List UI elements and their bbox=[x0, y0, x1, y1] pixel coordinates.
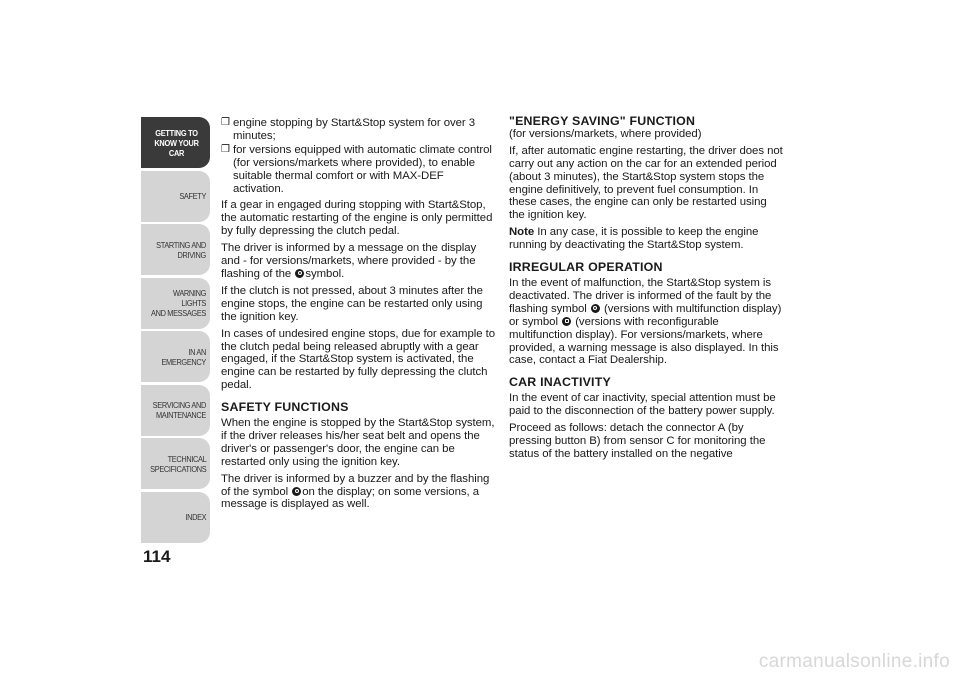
tab-starting-and-driving[interactable] bbox=[141, 224, 210, 275]
paragraph: When the engine is stopped by the Start&Stop system, if the driver releases his/her seat belt and opens the driver's or passenger's door, the engine can be restarted only using the ignition key. bbox=[221, 417, 495, 468]
tab-getting-to-know-your-car[interactable] bbox=[141, 117, 210, 168]
paragraph-text: In the event of malfunction, the Start&Stop system is deactivated. The driver is informed of the fault by the flashing symbol bbox=[509, 276, 772, 315]
note bbox=[509, 226, 785, 252]
paragraph: If, after automatic engine restarting, the driver does not carry out any action on the car for an extended period (about 3 minutes), the Start&Stop system stops the engine definitively, to prevent fuel consumption. In these cases, the engine can only be restarted using the ignition key. bbox=[509, 144, 783, 222]
start-stop-symbol-icon bbox=[591, 304, 600, 313]
paragraph: In the event of car inactivity, special attention must be paid to the disconnection of the battery power supply. bbox=[509, 392, 776, 418]
tab-index[interactable] bbox=[141, 492, 210, 543]
paragraph-text: The driver is informed by a buzzer and by the flashing of the symbol bbox=[221, 472, 490, 498]
note-label: Note bbox=[509, 226, 535, 239]
paragraph-text: symbol. bbox=[305, 267, 345, 280]
tab-label: IN AN EMERGENCY bbox=[161, 346, 206, 367]
paragraph-text: (versions with multifunction display) or symbol bbox=[509, 302, 782, 328]
paragraph-text: (versions with reconfigurable multifunction display). For versions/markets, where provided, a warning message is also displayed. In this case, contact a Fiat Dealership. bbox=[509, 315, 779, 367]
tab-label: WARNING LIGHTS AND MESSAGES bbox=[150, 288, 206, 318]
section-heading: IRREGULAR OPERATION bbox=[509, 260, 663, 275]
section-heading: SAFETY FUNCTIONS bbox=[221, 400, 349, 415]
tab-label: STARTING AND DRIVING bbox=[156, 239, 206, 260]
tab-label: SERVICING AND MAINTENANCE bbox=[152, 400, 206, 420]
paragraph bbox=[221, 473, 497, 512]
list-item-text: engine stopping by Start&Stop system for over 3 minutes; bbox=[233, 117, 476, 142]
tab-safety[interactable] bbox=[141, 171, 210, 222]
tab-technical-specifications[interactable] bbox=[141, 438, 210, 489]
list-item-text: for versions equipped with automatic climate control (for versions/markets where provided), to enable suitable thermal comfort or with MAX-DEF activation. bbox=[233, 143, 492, 195]
paragraph: Proceed as follows: detach the connector A (by pressing button B) from sensor C for monitoring the status of the battery installed on the negative bbox=[509, 422, 766, 460]
start-stop-fault-icon bbox=[562, 317, 571, 326]
left-column bbox=[221, 117, 497, 515]
paragraph: If the clutch is not pressed, about 3 minutes after the engine stops, the engine can be restarted only using the ignition key. bbox=[221, 284, 483, 323]
watermark: carmanualsonline.info bbox=[758, 651, 950, 672]
tab-in-an-emergency[interactable] bbox=[141, 331, 210, 382]
tab-warning-lights[interactable] bbox=[141, 278, 210, 329]
note-text: In any case, it is possible to keep the engine running by deactivating the Start&Stop system. bbox=[509, 226, 759, 252]
list-item bbox=[221, 117, 497, 143]
list-item bbox=[221, 144, 497, 196]
section-heading: CAR INACTIVITY bbox=[509, 375, 611, 390]
chapter-tabs bbox=[141, 117, 210, 545]
paragraph-text: The driver is informed by a message on the display and - for versions/markets, where provided - by the flashing of the bbox=[221, 242, 477, 280]
tab-label: SAFETY bbox=[179, 191, 206, 201]
subheading: (for versions/markets, where provided) bbox=[509, 127, 702, 140]
tab-label: TECHNICAL SPECIFICATIONS bbox=[149, 453, 206, 474]
page-number: 114 bbox=[143, 547, 171, 566]
paragraph: If a gear in engaged during stopping with Start&Stop, the automatic restarting of the engine is only permitted by fully depressing the clutch pedal. bbox=[221, 199, 493, 238]
checkbox-bullet-icon: ❒ bbox=[221, 143, 230, 155]
paragraph bbox=[221, 242, 497, 281]
tab-label: INDEX bbox=[185, 512, 206, 522]
start-stop-symbol-icon bbox=[295, 269, 304, 278]
right-column bbox=[509, 114, 785, 465]
paragraph-text: on the display; on some versions, a message is displayed as well. bbox=[221, 485, 480, 511]
paragraph bbox=[509, 277, 785, 367]
tab-label: GETTING TO KNOW YOUR CAR bbox=[154, 127, 199, 158]
checkbox-bullet-icon: ❒ bbox=[221, 117, 230, 128]
tab-servicing-and-maintenance[interactable] bbox=[141, 385, 210, 436]
section-heading: "ENERGY SAVING" FUNCTION bbox=[509, 114, 696, 128]
start-stop-symbol-icon bbox=[292, 487, 301, 496]
paragraph: In cases of undesired engine stops, due for example to the clutch pedal being released abruptly with a gear engaged, if the Start&Stop system is activated, the engine can be restarted by fully depressing the clutch pedal. bbox=[221, 327, 496, 392]
